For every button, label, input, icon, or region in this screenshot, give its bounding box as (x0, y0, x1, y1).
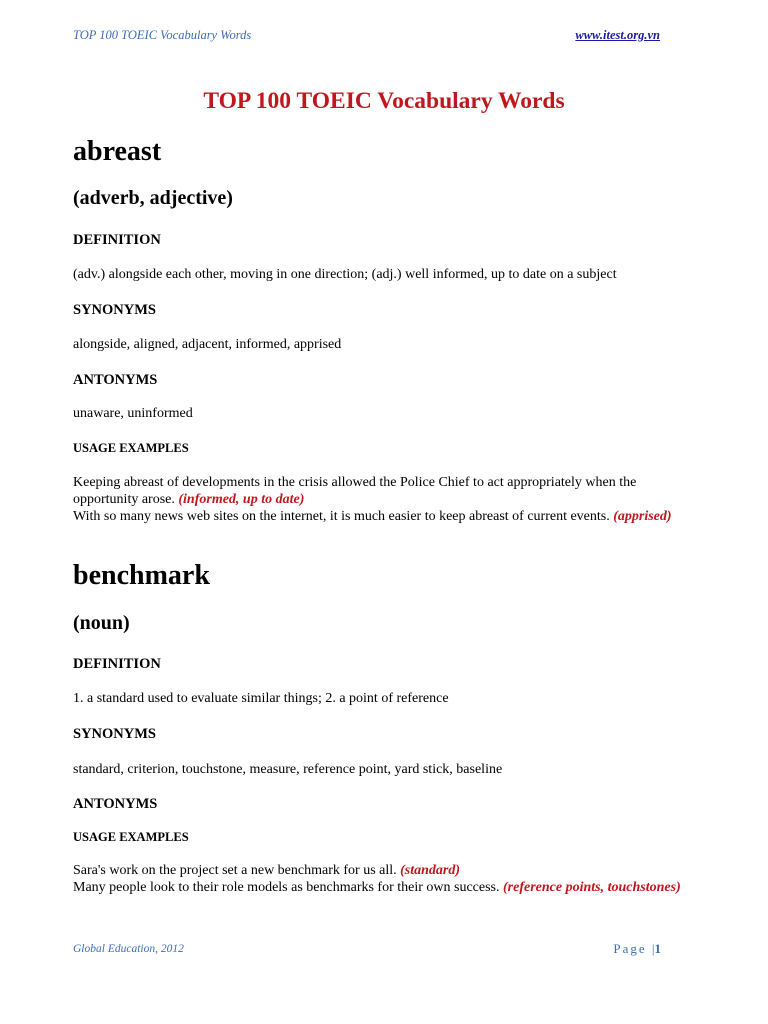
example-note: (reference points, touchstones) (503, 880, 681, 895)
entry-word: abreast (73, 136, 162, 167)
usage-examples-heading: USAGE EXAMPLES (73, 441, 189, 455)
document-title: TOP 100 TOEIC Vocabulary Words (203, 88, 565, 114)
entry-part-of-speech: (noun) (73, 612, 130, 634)
antonyms-heading: ANTONYMS (73, 372, 158, 388)
page-number: 1 (654, 941, 661, 956)
example-note: (apprised) (613, 509, 672, 524)
synonyms-text: standard, criterion, touchstone, measure, reference point, yard stick, baseline (73, 762, 503, 777)
usage-examples (73, 474, 688, 525)
page-label: Page (613, 941, 647, 956)
entry-word: benchmark (73, 560, 210, 591)
header-website-link[interactable]: www.itest.org.vn (575, 28, 660, 42)
usage-examples (73, 862, 688, 896)
example-note: (standard) (400, 863, 461, 878)
usage-example (73, 474, 688, 508)
entry-part-of-speech: (adverb, adjective) (73, 187, 233, 209)
definition-text: 1. a standard used to evaluate similar things; 2. a point of reference (73, 691, 449, 706)
antonyms-heading: ANTONYMS (73, 796, 158, 812)
example-sentence: With so many news web sites on the internet, it is much easier to keep abreast of current events. (73, 509, 610, 524)
header-title: TOP 100 TOEIC Vocabulary Words (73, 28, 252, 42)
usage-example (73, 879, 688, 896)
example-sentence: Keeping abreast of developments in the crisis allowed the Police Chief to act appropriately when the opportunity arose. (73, 475, 637, 507)
example-sentence: Many people look to their role models as benchmarks for their own success. (73, 880, 500, 895)
antonyms-text: unaware, uninformed (73, 406, 193, 421)
footer-publisher: Global Education, 2012 (73, 943, 184, 955)
page-separator: | (651, 941, 655, 956)
usage-examples-heading: USAGE EXAMPLES (73, 830, 189, 844)
footer-page-indicator (613, 941, 661, 957)
definition-text: (adv.) alongside each other, moving in one direction; (adj.) well informed, up to date on a subject (73, 267, 617, 282)
usage-example (73, 862, 688, 879)
synonyms-text: alongside, aligned, adjacent, informed, apprised (73, 337, 342, 352)
definition-heading: DEFINITION (73, 232, 161, 248)
synonyms-heading: SYNONYMS (73, 726, 156, 742)
example-note: (informed, up to date) (178, 492, 305, 507)
synonyms-heading: SYNONYMS (73, 302, 156, 318)
example-sentence: Sara's work on the project set a new benchmark for us all. (73, 863, 397, 878)
definition-heading: DEFINITION (73, 656, 161, 672)
usage-example (73, 508, 688, 525)
